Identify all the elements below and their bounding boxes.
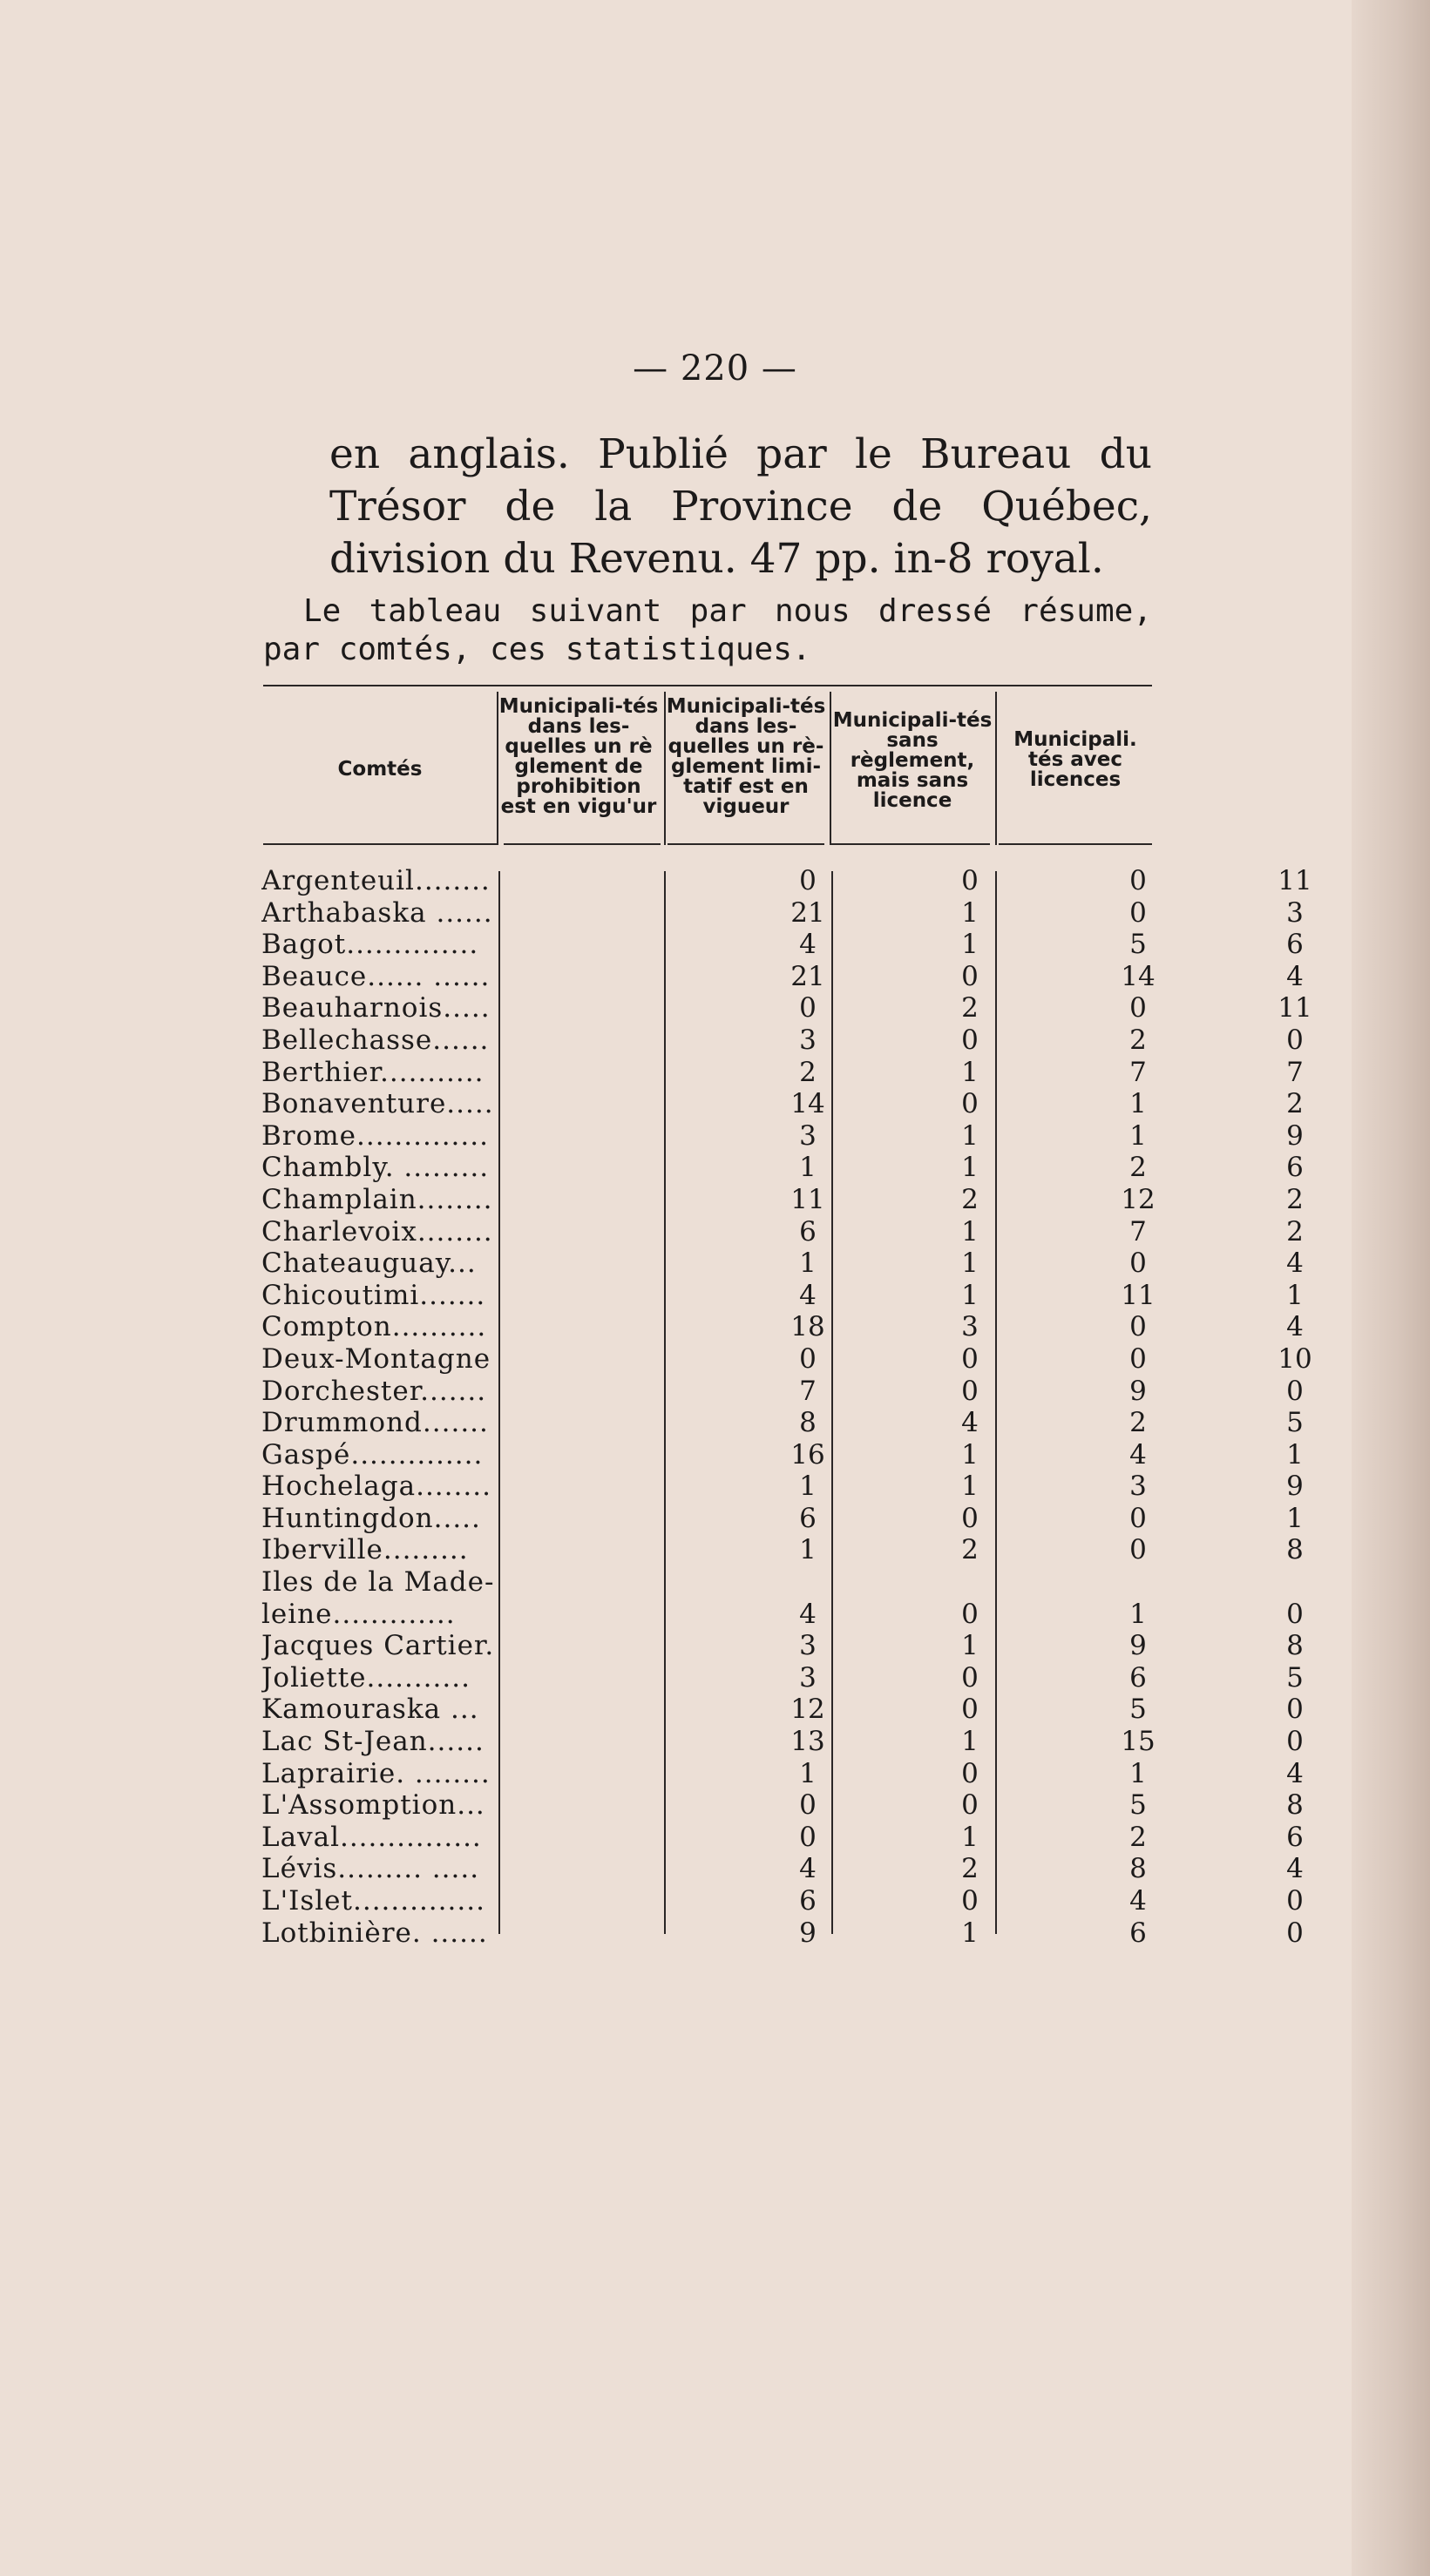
prohibition-count: 3 <box>799 1119 817 1152</box>
prohibition-count: 7 <box>799 1375 817 1407</box>
table-row <box>261 992 1312 1024</box>
summary-text: Le tableau suivant par nous dressé résume, par comtés, ces statistiques. <box>263 593 1152 667</box>
header-county: Comtés <box>337 758 423 781</box>
county-name: Laprairie. ........ <box>261 1757 491 1789</box>
no-licence-count: 1 <box>1129 1598 1147 1630</box>
column-divider-3-head <box>830 692 831 845</box>
no-licence-count: 1 <box>1129 1119 1147 1152</box>
no-licence-count: 2 <box>1129 1407 1147 1439</box>
licences-count: 6 <box>1286 929 1304 961</box>
no-licence-count: 4 <box>1129 1885 1147 1917</box>
no-licence-count: 4 <box>1129 1438 1147 1471</box>
table-row <box>261 1853 1304 1885</box>
limitative-count: 1 <box>961 1215 979 1247</box>
prohibition-count: 8 <box>799 1407 817 1439</box>
county-name: Iles de la Made-leine............. <box>261 1566 495 1630</box>
table-row <box>261 1247 1304 1280</box>
county-name: Gaspé.............. <box>261 1438 484 1471</box>
licences-count: 6 <box>1286 1821 1304 1853</box>
licences-count: 0 <box>1286 1024 1304 1056</box>
licences-count: 1 <box>1286 1502 1304 1534</box>
prohibition-count: 1 <box>799 1534 817 1566</box>
no-licence-count: 0 <box>1129 865 1147 896</box>
table-row <box>261 1311 1304 1343</box>
limitative-count: 0 <box>961 1502 979 1534</box>
limitative-count: 0 <box>961 1598 979 1630</box>
county-name: Chambly. ......... <box>261 1152 490 1184</box>
county-name: Beauce...... ...... <box>261 960 491 992</box>
no-licence-count: 5 <box>1129 1694 1147 1726</box>
limitative-count: 1 <box>961 1821 979 1853</box>
prohibition-count: 11 <box>790 1183 825 1215</box>
table-row <box>261 1088 1304 1120</box>
prohibition-count: 0 <box>799 1342 817 1375</box>
table-row <box>261 1661 1304 1694</box>
limitative-count: 1 <box>961 896 979 929</box>
prohibition-count: 1 <box>799 1471 817 1503</box>
no-licence-count: 2 <box>1129 1152 1147 1184</box>
licences-count: 4 <box>1286 1853 1304 1885</box>
licences-count: 11 <box>1278 992 1312 1024</box>
no-licence-count: 0 <box>1129 1534 1147 1566</box>
county-name: Chicoutimi....... <box>261 1279 486 1311</box>
licences-count: 5 <box>1286 1661 1304 1694</box>
licences-count: 4 <box>1286 1247 1304 1280</box>
licences-count: 9 <box>1286 1471 1304 1503</box>
county-name: Charlevoix........ <box>261 1215 493 1247</box>
summary-paragraph <box>263 592 1152 669</box>
table-row <box>261 1757 1304 1790</box>
licences-count: 2 <box>1286 1088 1304 1120</box>
prohibition-count: 14 <box>790 1088 825 1120</box>
header-rule-col2 <box>668 843 824 845</box>
limitative-count: 0 <box>961 1789 979 1822</box>
no-licence-count: 5 <box>1129 1789 1147 1822</box>
table-row <box>261 1407 1304 1439</box>
prohibition-count: 3 <box>799 1024 817 1056</box>
licences-count: 8 <box>1286 1789 1304 1822</box>
table-row <box>261 1726 1304 1758</box>
prohibition-count: 16 <box>790 1438 825 1471</box>
table-row <box>261 960 1304 993</box>
county-name: Argenteuil........ <box>261 865 491 896</box>
prohibition-count: 21 <box>790 896 825 929</box>
no-licence-count: 8 <box>1129 1853 1147 1885</box>
no-licence-count: 0 <box>1129 1311 1147 1343</box>
county-name: Lotbinière. ...... <box>261 1917 488 1949</box>
county-name: Kamouraska ... <box>261 1694 479 1726</box>
page-number: — 220 — <box>633 348 797 389</box>
licences-count: 9 <box>1286 1119 1304 1152</box>
prohibition-count: 1 <box>799 1247 817 1280</box>
no-licence-count: 0 <box>1129 1247 1147 1280</box>
county-name: L'Assomption... <box>261 1789 485 1822</box>
county-name: Brome.............. <box>261 1119 489 1152</box>
licences-count: 3 <box>1286 896 1304 929</box>
licences-count: 0 <box>1286 1885 1304 1917</box>
county-name: Jacques Cartier. <box>261 1630 495 1662</box>
table-row <box>261 1375 1304 1408</box>
county-name: Lévis......... ..... <box>261 1853 480 1885</box>
county-name: Drummond....... <box>261 1407 489 1439</box>
prohibition-count: 2 <box>799 1056 817 1088</box>
limitative-count: 4 <box>961 1407 979 1439</box>
limitative-count: 1 <box>961 1056 979 1088</box>
no-licence-count: 11 <box>1121 1279 1156 1311</box>
no-licence-count: 3 <box>1129 1471 1147 1503</box>
header-prohibition: Municipali-tés dans les-quelles un rè glement de prohibition est en vigu'ur <box>498 695 659 818</box>
header-rule-county <box>263 843 497 845</box>
table-row <box>261 1056 1304 1089</box>
limitative-count: 1 <box>961 1279 979 1311</box>
prohibition-count: 13 <box>790 1726 825 1758</box>
no-licence-count: 0 <box>1129 896 1147 929</box>
table-row <box>261 1279 1304 1312</box>
prohibition-count: 0 <box>799 992 817 1024</box>
no-licence-count: 2 <box>1129 1821 1147 1853</box>
licences-count: 2 <box>1286 1183 1304 1215</box>
limitative-count: 1 <box>961 1726 979 1758</box>
county-name: Arthabaska ...... <box>261 896 493 929</box>
prohibition-count: 12 <box>790 1694 825 1726</box>
limitative-count: 0 <box>961 1757 979 1789</box>
county-name: Bonaventure..... <box>261 1088 494 1120</box>
table-row <box>261 1821 1304 1854</box>
limitative-count: 1 <box>961 1247 979 1280</box>
licences-count: 2 <box>1286 1215 1304 1247</box>
county-name: Dorchester....... <box>261 1375 487 1407</box>
limitative-count: 0 <box>961 1088 979 1120</box>
no-licence-count: 0 <box>1129 1502 1147 1534</box>
no-licence-count: 12 <box>1121 1183 1156 1215</box>
limitative-count: 0 <box>961 1024 979 1056</box>
intro-text: en anglais. Publié par le Bureau du Trésor de la Province de Québec, division du Revenu. 47 pp. in-8 royal. <box>329 430 1152 583</box>
county-name: Huntingdon..... <box>261 1502 481 1534</box>
column-divider-4-head <box>995 692 997 845</box>
prohibition-count: 4 <box>799 929 817 961</box>
table-row <box>261 1534 1304 1566</box>
licences-count: 0 <box>1286 1917 1304 1949</box>
limitative-count: 2 <box>961 1183 979 1215</box>
no-licence-count: 7 <box>1129 1215 1147 1247</box>
table-row <box>261 865 1312 897</box>
header-rule-col4 <box>999 843 1152 845</box>
table-row <box>261 896 1304 930</box>
limitative-count: 0 <box>961 960 979 992</box>
no-licence-count: 15 <box>1121 1726 1156 1758</box>
county-name: Laval............... <box>261 1821 482 1853</box>
no-licence-count: 0 <box>1129 1342 1147 1375</box>
prohibition-count: 6 <box>799 1502 817 1534</box>
licences-count: 7 <box>1286 1056 1304 1088</box>
county-name: Berthier........... <box>261 1056 485 1088</box>
limitative-count: 0 <box>961 1342 979 1375</box>
licences-count: 4 <box>1286 960 1304 992</box>
limitative-count: 1 <box>961 1630 979 1662</box>
table-row <box>261 929 1304 961</box>
county-name: Iberville......... <box>261 1534 469 1566</box>
prohibition-count: 0 <box>799 865 817 896</box>
limitative-count: 1 <box>961 1917 979 1949</box>
county-name: Lac St-Jean...... <box>261 1726 485 1758</box>
limitative-count: 0 <box>961 1661 979 1694</box>
county-name: Beauharnois..... <box>261 992 491 1024</box>
no-licence-count: 9 <box>1129 1375 1147 1407</box>
table-row <box>261 1789 1304 1822</box>
county-name: Hochelaga........ <box>261 1471 491 1503</box>
county-name: Bagot.............. <box>261 929 479 961</box>
licences-count: 0 <box>1286 1598 1304 1630</box>
limitative-count: 2 <box>961 1534 979 1566</box>
no-licence-count: 6 <box>1129 1917 1147 1949</box>
table-row <box>261 1694 1304 1726</box>
county-name: Chateauguay... <box>261 1247 477 1280</box>
table-row <box>261 1183 1304 1216</box>
prohibition-count: 0 <box>799 1789 817 1822</box>
table-row <box>261 1119 1304 1153</box>
limitative-count: 1 <box>961 1471 979 1503</box>
limitative-count: 0 <box>961 865 979 896</box>
prohibition-count: 9 <box>799 1917 817 1949</box>
table-row <box>261 1630 1304 1662</box>
no-licence-count: 6 <box>1129 1661 1147 1694</box>
licences-count: 1 <box>1286 1279 1304 1311</box>
header-rule-col3 <box>831 843 990 845</box>
column-divider-2-head <box>664 692 666 845</box>
column-divider-1-head <box>497 692 498 845</box>
no-licence-count: 9 <box>1129 1630 1147 1662</box>
table-row <box>261 1566 1304 1630</box>
table-row <box>261 1885 1304 1917</box>
header-rule-col1 <box>504 843 661 845</box>
licences-count: 8 <box>1286 1630 1304 1662</box>
limitative-count: 2 <box>961 1853 979 1885</box>
licences-count: 5 <box>1286 1407 1304 1439</box>
table-row <box>261 1471 1304 1503</box>
table-row <box>261 1917 1304 1950</box>
prohibition-count: 4 <box>799 1853 817 1885</box>
header-limitative: Municipali-tés dans les-quelles un rè-glement limi-tatif est en vigueur <box>666 695 826 818</box>
licences-count: 10 <box>1278 1342 1312 1375</box>
prohibition-count: 4 <box>799 1279 817 1311</box>
licences-count: 4 <box>1286 1757 1304 1789</box>
licences-count: 8 <box>1286 1534 1304 1566</box>
table-row <box>261 1152 1304 1184</box>
county-name: Compton.......... <box>261 1311 487 1343</box>
no-licence-count: 5 <box>1129 929 1147 961</box>
licences-count: 0 <box>1286 1694 1304 1726</box>
prohibition-count: 1 <box>799 1757 817 1789</box>
licences-count: 6 <box>1286 1152 1304 1184</box>
prohibition-count: 4 <box>799 1598 817 1630</box>
no-licence-count: 0 <box>1129 992 1147 1024</box>
no-licence-count: 1 <box>1129 1088 1147 1120</box>
table-row <box>261 1342 1312 1376</box>
licences-count: 1 <box>1286 1438 1304 1471</box>
no-licence-count: 14 <box>1121 960 1156 992</box>
county-name: Deux-Montagne <box>261 1342 491 1375</box>
prohibition-count: 3 <box>799 1630 817 1662</box>
limitative-count: 1 <box>961 929 979 961</box>
county-name: L'Islet.............. <box>261 1885 485 1917</box>
prohibition-count: 1 <box>799 1152 817 1184</box>
limitative-count: 3 <box>961 1311 979 1343</box>
no-licence-count: 7 <box>1129 1056 1147 1088</box>
county-name: Champlain........ <box>261 1183 493 1215</box>
licences-count: 11 <box>1278 865 1312 896</box>
limitative-count: 0 <box>961 1375 979 1407</box>
no-licence-count: 2 <box>1129 1024 1147 1056</box>
table-row <box>261 1502 1304 1535</box>
prohibition-count: 18 <box>790 1311 825 1343</box>
limitative-count: 1 <box>961 1152 979 1184</box>
header-no-licence: Municipali-tés sans règlement, mais sans licence <box>832 709 993 812</box>
limitative-count: 1 <box>961 1438 979 1471</box>
prohibition-count: 6 <box>799 1215 817 1247</box>
limitative-count: 1 <box>961 1119 979 1152</box>
limitative-count: 2 <box>961 992 979 1024</box>
intro-paragraph <box>329 429 1152 585</box>
limitative-count: 0 <box>961 1694 979 1726</box>
table-row <box>261 1215 1304 1248</box>
prohibition-count: 21 <box>790 960 825 992</box>
statistics-table-body <box>261 865 1312 1949</box>
licences-count: 4 <box>1286 1311 1304 1343</box>
prohibition-count: 3 <box>799 1661 817 1694</box>
prohibition-count: 0 <box>799 1821 817 1853</box>
table-row <box>261 1024 1304 1057</box>
no-licence-count: 1 <box>1129 1757 1147 1789</box>
limitative-count: 0 <box>961 1885 979 1917</box>
table-row <box>261 1438 1304 1471</box>
licences-count: 0 <box>1286 1726 1304 1758</box>
table-top-rule <box>263 685 1152 686</box>
licences-count: 0 <box>1286 1375 1304 1407</box>
header-with-licences: Municipali. tés avec licences <box>1013 728 1137 791</box>
county-name: Joliette........... <box>261 1661 471 1694</box>
prohibition-count: 6 <box>799 1885 817 1917</box>
county-name: Bellechasse...... <box>261 1024 490 1056</box>
